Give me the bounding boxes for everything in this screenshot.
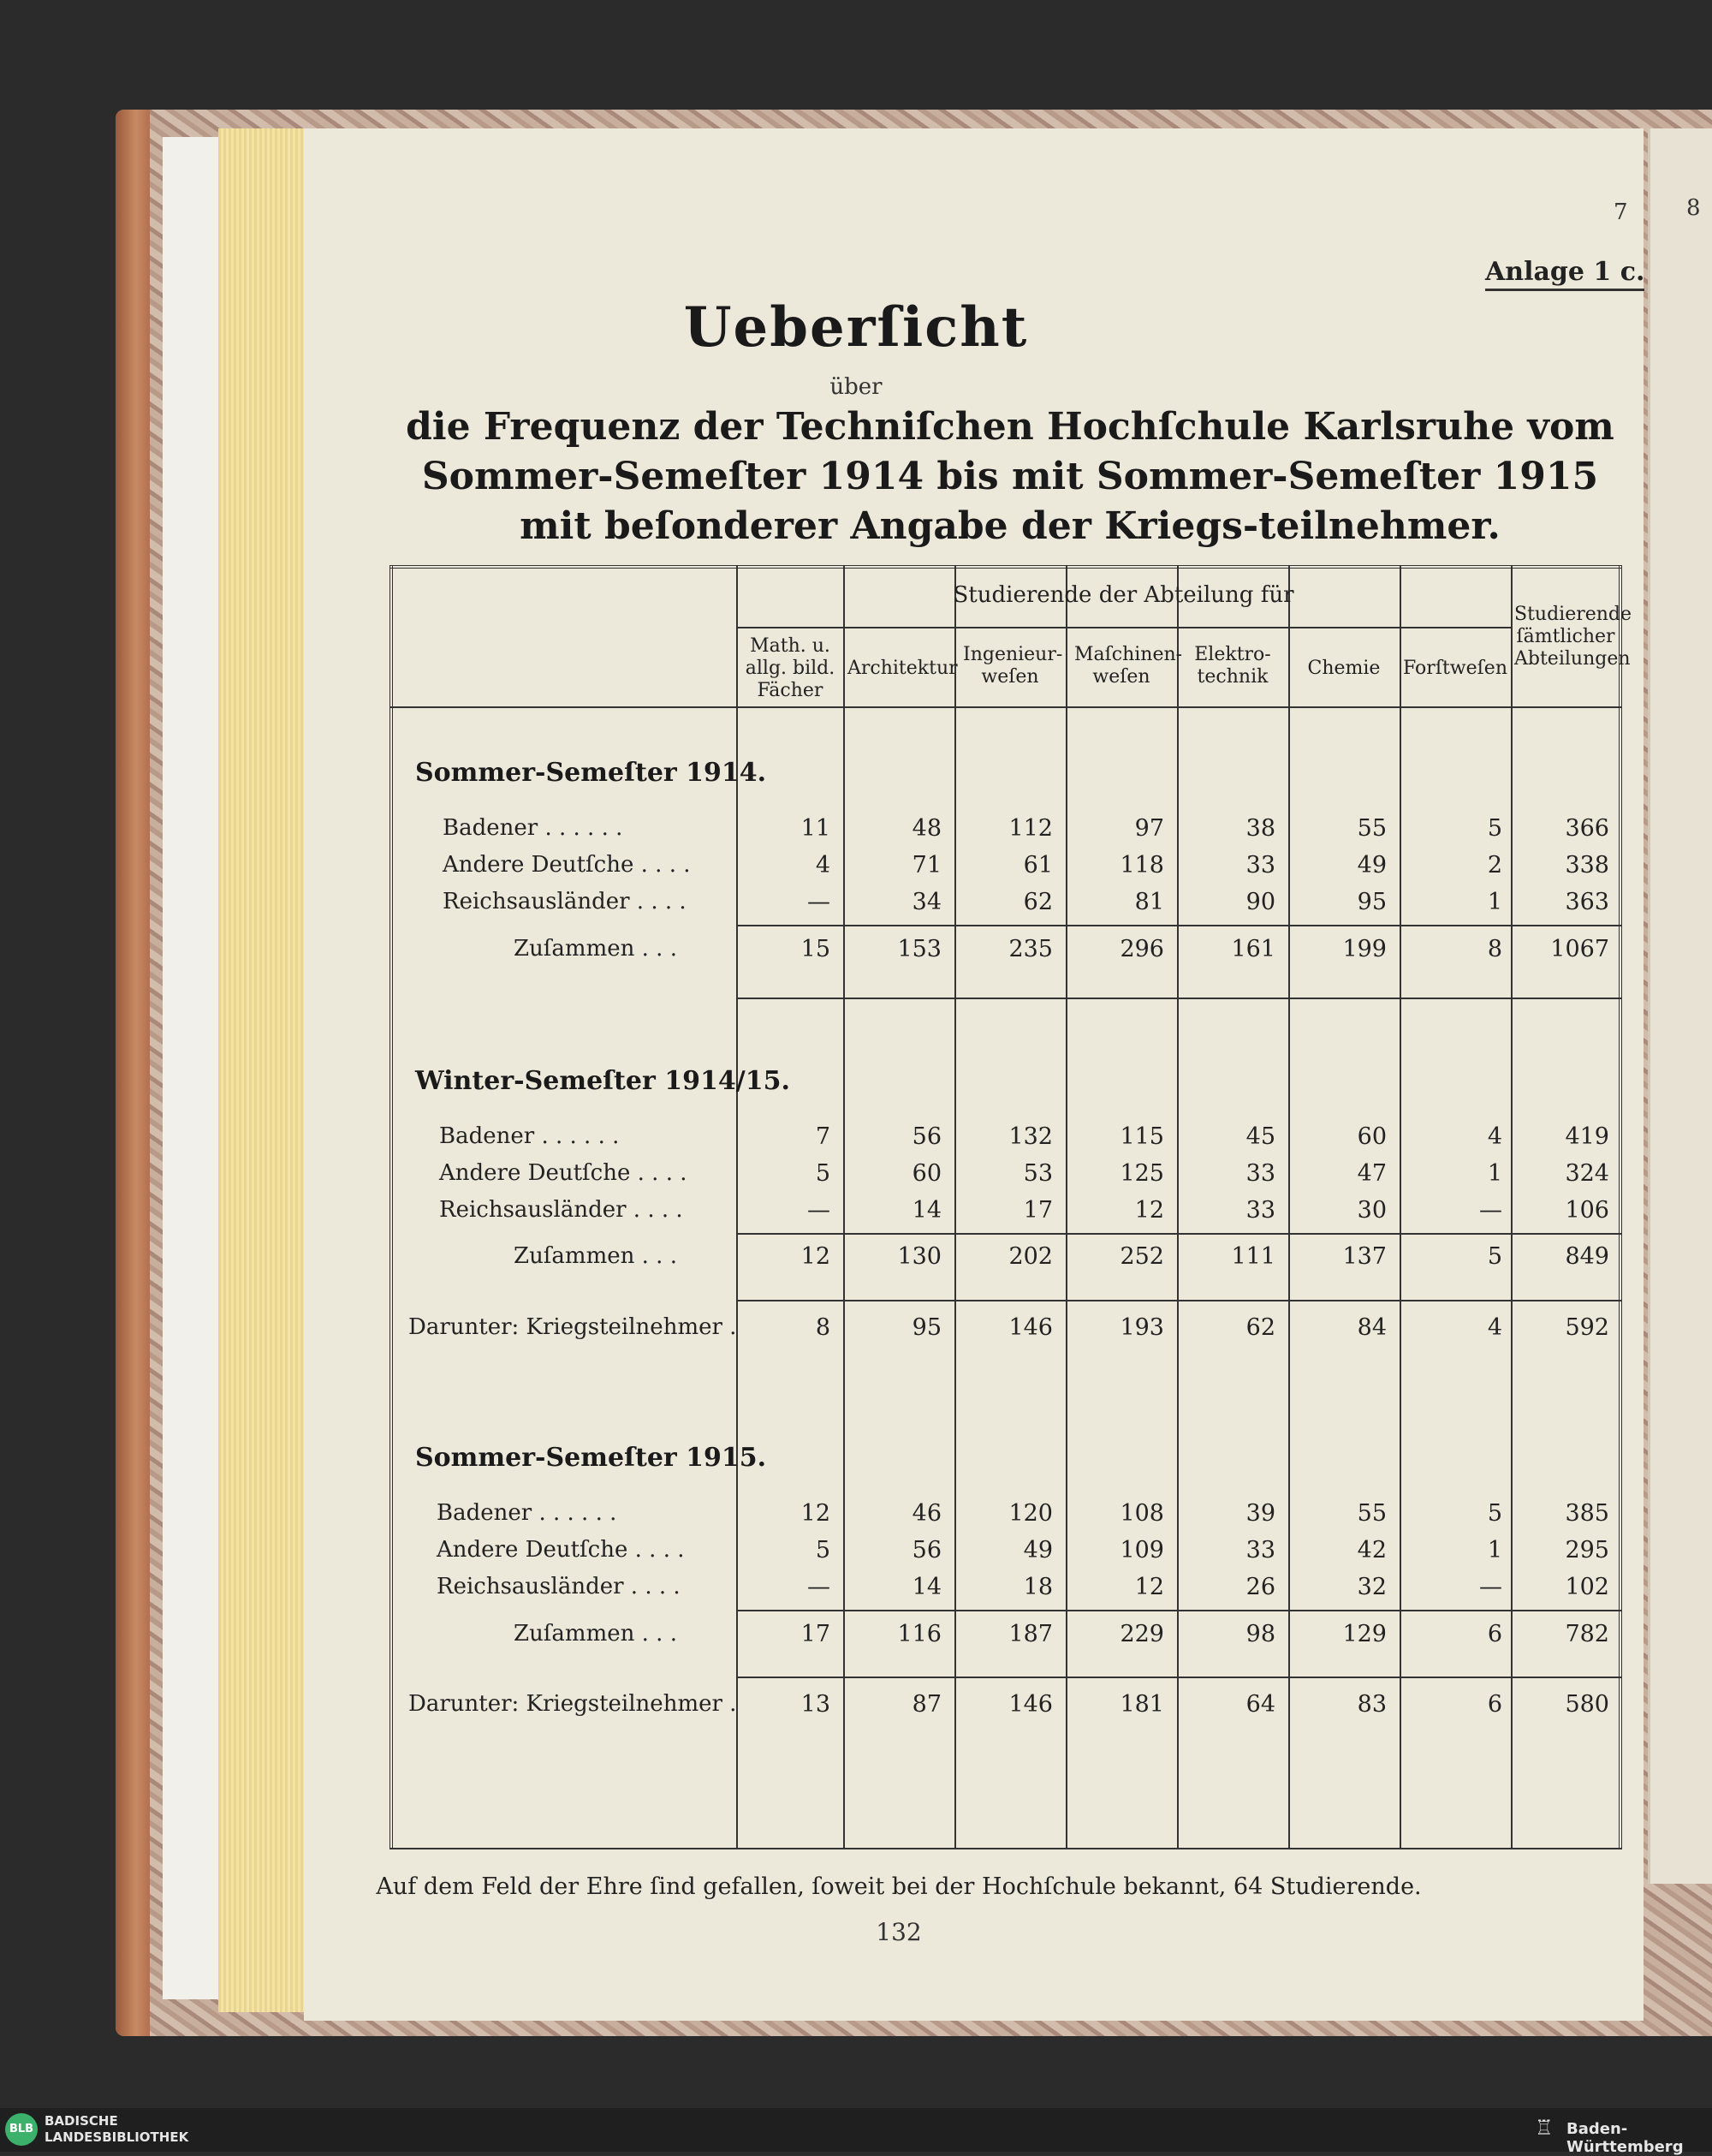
table-cell: 47 [1357,1160,1387,1187]
row-label: Badener . . . . . . [437,1500,617,1526]
table-cell: 32 [1357,1574,1387,1600]
table-cell: 26 [1245,1574,1275,1600]
table-cell: 252 [1120,1243,1164,1270]
col-header-total: Studierende ſämtlicher Abteilungen [1514,604,1632,670]
table-cell: — [807,889,830,915]
table-cell: 12 [800,1500,830,1527]
section-title: Winter-Semeſter 1914/15. [415,1066,790,1096]
table-cell: 366 [1565,815,1609,842]
table-cell: 12 [1134,1574,1164,1600]
table-cell: 296 [1120,936,1164,962]
table-cell: 338 [1565,852,1609,878]
table-cell: 130 [897,1243,942,1270]
title-connector: über [829,374,883,400]
table-cell: 55 [1357,1500,1387,1527]
table-cell: 118 [1120,852,1164,878]
page-edges [218,128,304,2012]
table-cell: 385 [1565,1500,1609,1527]
group-header: Studierende der Abteilung für [953,582,1294,608]
table-cell: 15 [800,936,830,962]
table-cell: 5 [1487,1500,1502,1527]
total-label: Zuſammen . . . [514,936,677,962]
row-label: Andere Deutſche . . . . [437,1537,685,1563]
col-header-architektur: Architektur [847,658,958,679]
table-cell: 5 [815,1160,830,1187]
table-cell: 4 [1487,1314,1502,1341]
table-cell: 102 [1565,1574,1609,1600]
library-logo-icon[interactable]: BLB [5,2113,38,2146]
sum-line [736,1610,1622,1611]
page-number-bottom: 132 [876,1918,922,1946]
table-cell: 17 [1023,1197,1053,1224]
table-cell: 87 [912,1691,942,1718]
annex-label: Anlage 1 c. [1485,257,1644,291]
coat-of-arms-icon: ♖ [1535,2116,1554,2140]
table-cell: 181 [1120,1691,1164,1718]
sum-line [736,1677,1622,1678]
table-cell: 53 [1023,1160,1053,1187]
table-cell: — [807,1197,830,1224]
table-left-border [389,565,393,1849]
table-cell: 12 [1134,1197,1164,1224]
table-cell: 161 [1231,936,1275,962]
page-number-top: 7 [1614,200,1628,225]
row-label: Andere Deutſche . . . . [443,852,691,878]
war-participants-label: Darunter: Kriegsteilnehmer . [408,1691,737,1717]
table-cell: 132 [1008,1123,1053,1150]
table-cell: 49 [1023,1537,1053,1563]
table-top-border [389,565,1622,569]
page-subtitle: die Frequenz der Techniſchen Hochſchule Karlsruhe vom Sommer-Semeſter 1914 bis mit Sommer-Semeſter 1915 mit beſonderer Angabe der Kriegs-teilnehmer. [406,405,1614,548]
table-cell: 111 [1231,1243,1275,1270]
table-cell: 849 [1565,1243,1609,1270]
table-cell: 6 [1487,1621,1502,1647]
table-cell: 146 [1008,1691,1053,1718]
table-cell: 90 [1245,889,1275,915]
table-cell: 1 [1487,1160,1502,1187]
table-cell: 4 [1487,1123,1502,1150]
section-title: Sommer-Semeſter 1915. [415,1443,767,1473]
table-right-border [1619,565,1622,1849]
total-label: Zuſammen . . . [514,1621,677,1647]
table-cell: 71 [912,852,942,878]
table-cell: 13 [800,1691,830,1718]
table-cell: 129 [1342,1621,1387,1647]
table-cell: 14 [912,1574,942,1600]
table-cell: 18 [1023,1574,1053,1600]
row-label: Reichsausländer . . . . [443,889,687,914]
viewer-footer [0,2108,1712,2156]
table-cell: 12 [800,1243,830,1270]
sum-line [736,1300,1622,1301]
table-cell: 81 [1134,889,1164,915]
table-cell: 34 [912,889,942,915]
table-bottom-border [389,1848,1622,1849]
table-cell: — [1479,1197,1502,1224]
table-cell: 5 [815,1537,830,1563]
table-cell: 56 [912,1123,942,1150]
table-cell: 30 [1357,1197,1387,1224]
table-cell: 419 [1565,1123,1609,1150]
table-cell: 60 [912,1160,942,1187]
table-cell: 580 [1565,1691,1609,1718]
table-cell: 5 [1487,1243,1502,1270]
table-cell: 1067 [1550,936,1609,962]
row-label: Badener . . . . . . [439,1123,620,1149]
table-cell: 42 [1357,1537,1387,1563]
table-cell: 83 [1357,1691,1387,1718]
sum-line [736,1233,1622,1235]
table-cell: 17 [800,1621,830,1647]
war-participants-label: Darunter: Kriegsteilnehmer . [408,1314,737,1340]
table-cell: 2 [1487,852,1502,878]
table-cell: 84 [1357,1314,1387,1341]
row-label: Reichsausländer . . . . [437,1574,681,1599]
table-cell: 97 [1134,815,1164,842]
row-label: Reichsausländer . . . . [439,1197,683,1223]
table-cell: 187 [1008,1621,1053,1647]
col-header-chemie: Chemie [1307,658,1381,679]
table-cell: 235 [1008,936,1053,962]
table-cell: 193 [1120,1314,1164,1341]
table-cell: 38 [1245,815,1275,842]
table-cell: 60 [1357,1123,1387,1150]
table-cell: 48 [912,815,942,842]
next-page-number: 8 [1686,195,1701,221]
table-cell: 112 [1008,815,1053,842]
table-cell: 8 [1487,936,1502,962]
table-cell: — [807,1574,830,1600]
col-header-elektro: Elektro-technik [1194,644,1271,688]
header-divider [736,627,1511,628]
table-cell: 62 [1023,889,1053,915]
frequency-table [389,565,1632,1849]
sum-line [736,998,1622,999]
table-cell: 108 [1120,1500,1164,1527]
library-name[interactable] [45,2113,188,2146]
table-cell: 46 [912,1500,942,1527]
table-cell: 137 [1342,1243,1387,1270]
header-bottom [389,706,1622,708]
table-cell: 33 [1245,1160,1275,1187]
table-cell: 592 [1565,1314,1609,1341]
table-cell: 55 [1357,815,1387,842]
col-header-forst: Forſtweſen [1403,658,1507,679]
section-title: Sommer-Semeſter 1914. [415,758,767,788]
table-cell: 11 [800,815,830,842]
total-label: Zuſammen . . . [514,1243,677,1269]
table-cell: 95 [912,1314,942,1341]
table-cell: 295 [1565,1537,1609,1563]
page-title: Ueberſicht [683,295,1029,360]
table-cell: 56 [912,1537,942,1563]
table-cell: 199 [1342,936,1387,962]
table-cell: 14 [912,1197,942,1224]
table-cell: 1 [1487,1537,1502,1563]
table-cell: 33 [1245,1537,1275,1563]
partner-name[interactable]: Baden-Württemberg [1566,2120,1684,2156]
table-cell: 153 [897,936,942,962]
table-cell: 8 [815,1314,830,1341]
library-name-line2: LANDESBIBLIOTHEK [45,2129,189,2145]
table-cell: 64 [1245,1691,1275,1718]
table-cell: 6 [1487,1691,1502,1718]
table-cell: 782 [1565,1621,1609,1647]
row-label: Andere Deutſche . . . . [439,1160,687,1186]
footnote: Auf dem Feld der Ehre ſind gefallen, ſoweit bei der Hochſchule bekannt, 64 Studierende. [376,1873,1422,1900]
table-cell: 125 [1120,1160,1164,1187]
table-cell: 95 [1357,889,1387,915]
table-cell: 1 [1487,889,1502,915]
table-cell: 202 [1008,1243,1053,1270]
table-cell: 39 [1245,1500,1275,1527]
table-cell: 120 [1008,1500,1053,1527]
table-cell: 33 [1245,1197,1275,1224]
library-name-line1: BADISCHE [45,2113,118,2129]
table-cell: 5 [1487,815,1502,842]
sum-line [736,925,1622,926]
table-cell: 115 [1120,1123,1164,1150]
table-cell: 61 [1023,852,1053,878]
table-cell: 116 [897,1621,942,1647]
table-cell: 49 [1357,852,1387,878]
table-cell: 62 [1245,1314,1275,1341]
table-cell: 98 [1245,1621,1275,1647]
table-cell: 363 [1565,889,1609,915]
table-cell: 45 [1245,1123,1275,1150]
table-cell: 33 [1245,852,1275,878]
col-header-math: Math. u. allg. bild. Fächer [745,635,835,701]
col-header-maschinen: Maſchinen-weſen [1074,644,1183,688]
col-header-ingenieur: Ingenieur-weſen [963,644,1063,688]
table-cell: 109 [1120,1537,1164,1563]
table-cell: 7 [815,1123,830,1150]
table-cell: 4 [815,852,830,878]
row-label: Badener . . . . . . [443,815,623,841]
table-cell: 324 [1565,1160,1609,1187]
table-cell: 146 [1008,1314,1053,1341]
table-cell: 229 [1120,1621,1164,1647]
table-cell: 106 [1565,1197,1609,1224]
table-cell: — [1479,1574,1502,1600]
